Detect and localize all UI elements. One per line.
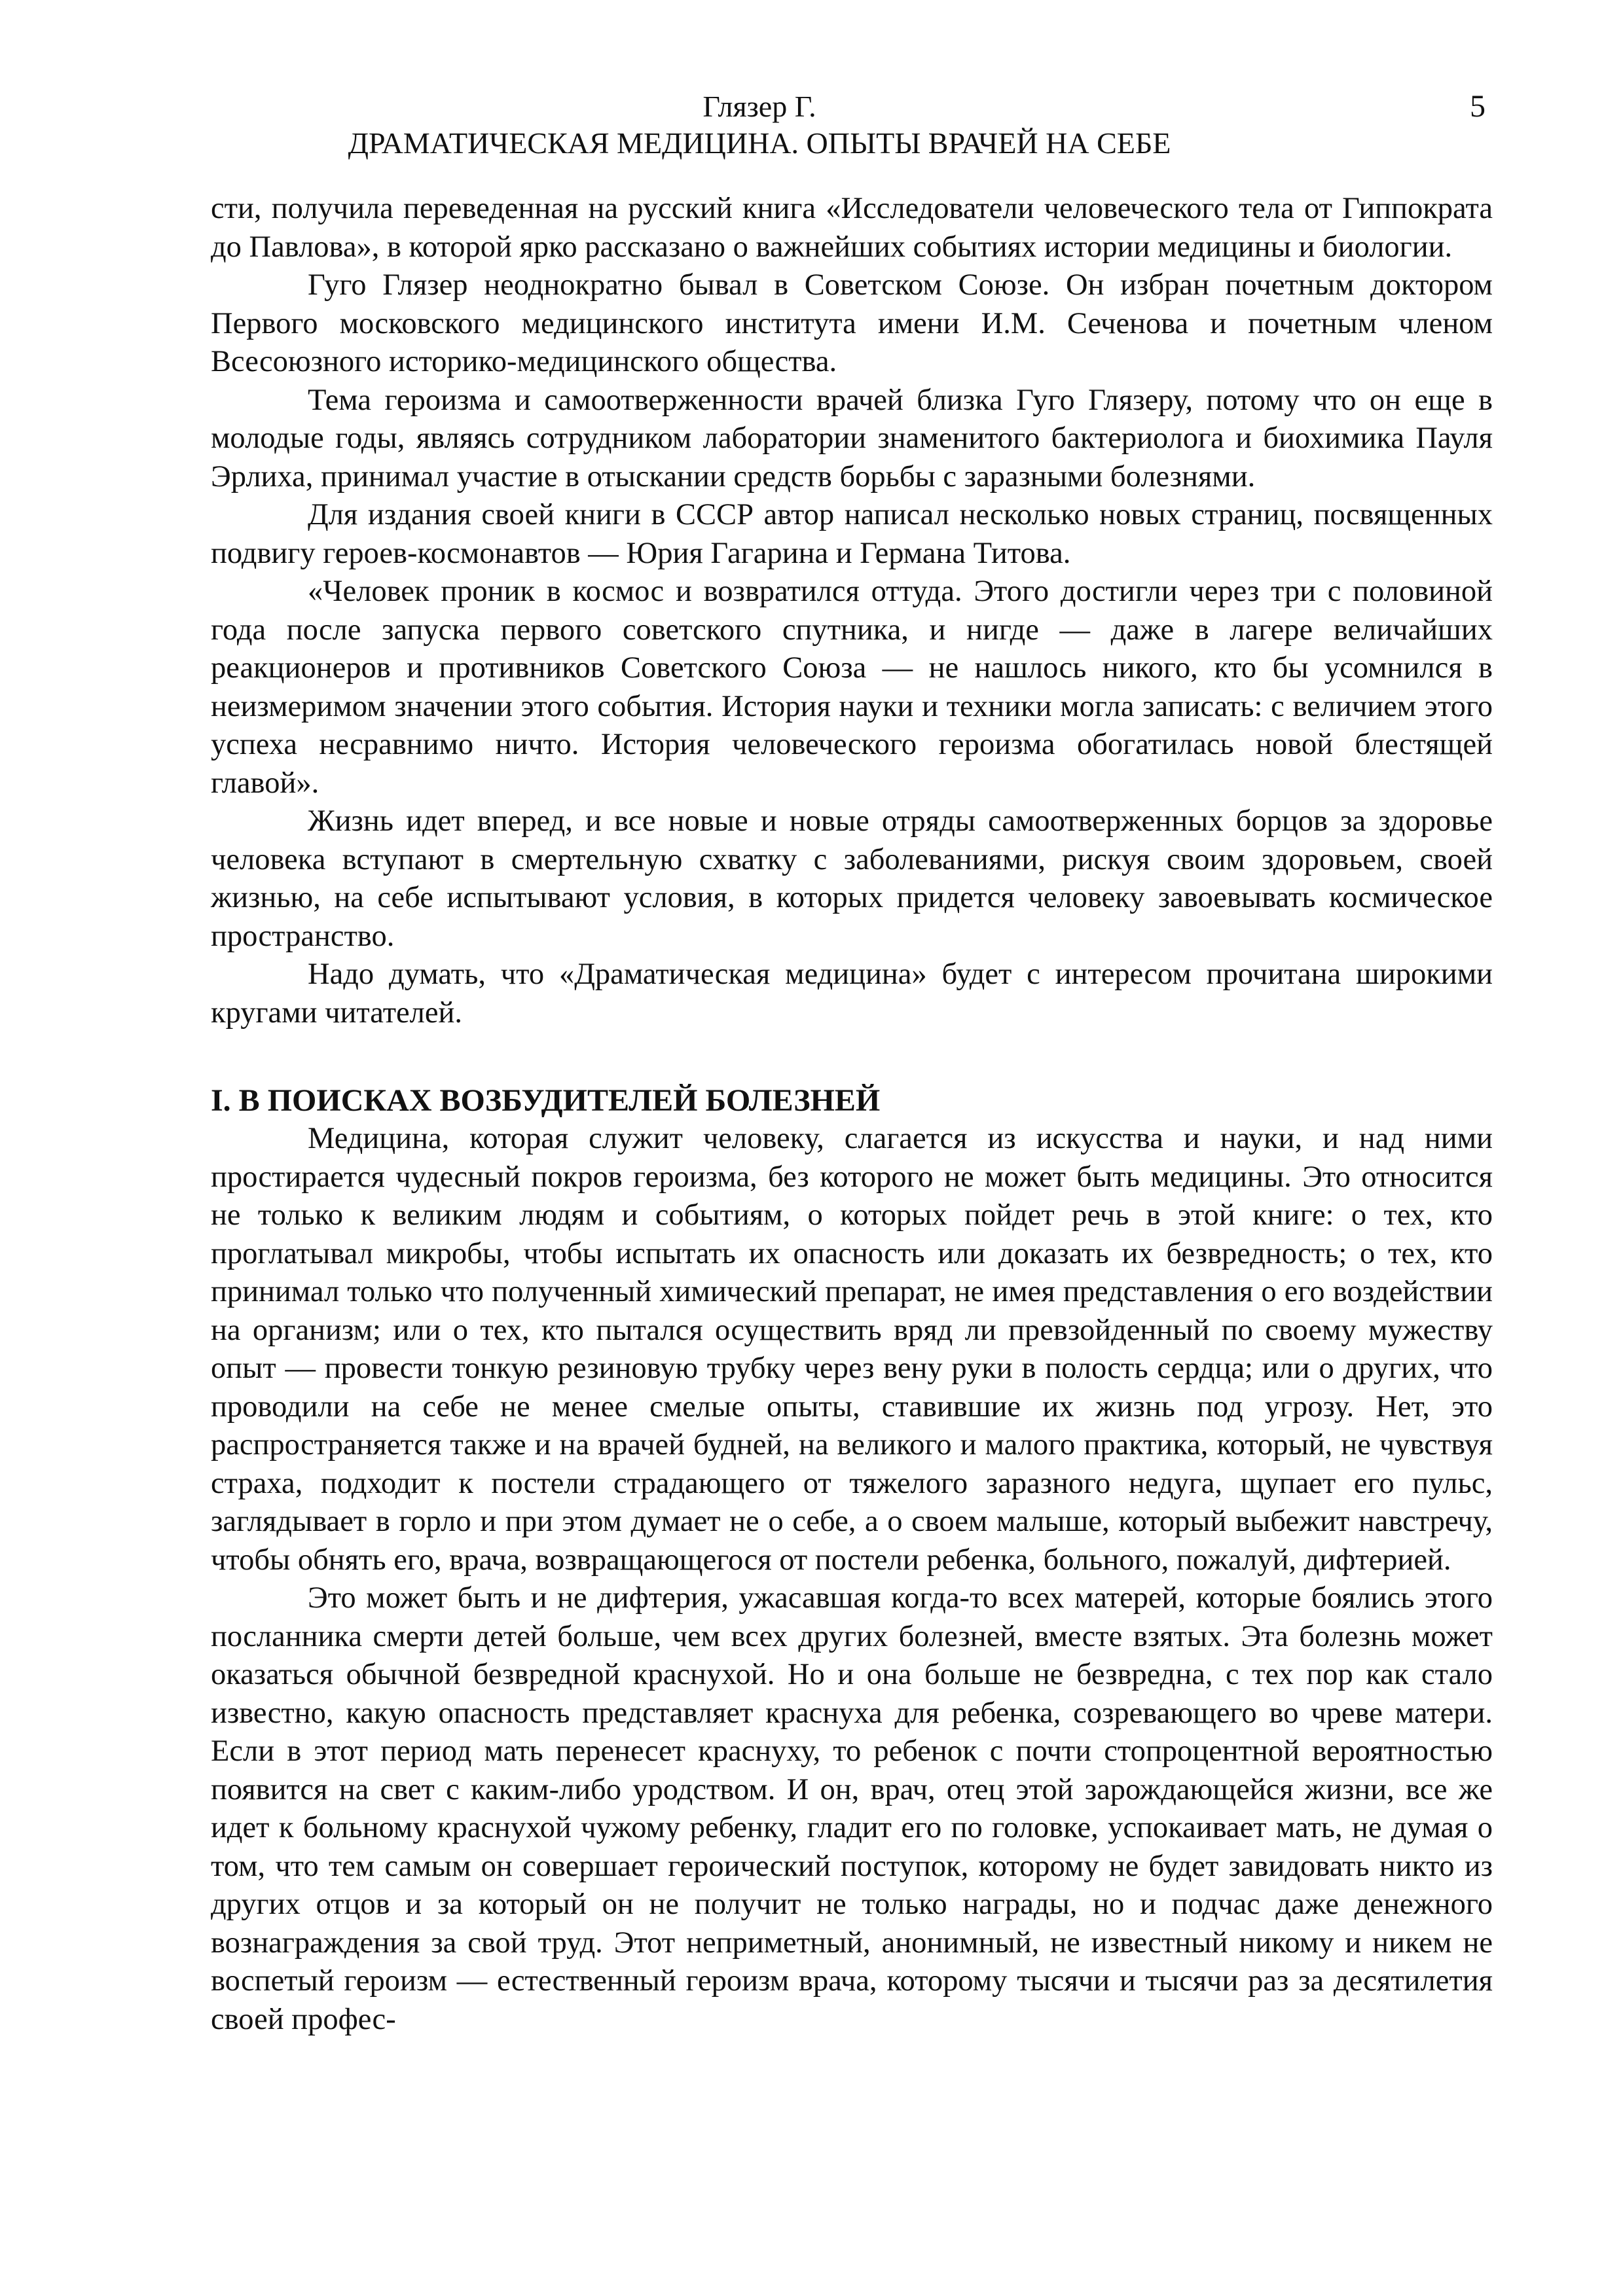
section-heading: I. В ПОИСКАХ ВОЗБУДИТЕЛЕЙ БОЛЕЗНЕЙ: [211, 1083, 881, 1118]
paragraph: Надо думать, что «Драматическая медицина» будет с интересом прочитана широкими кругами читателей.: [211, 958, 1493, 1030]
paragraph: Жизнь идет вперед, и все новые и новые отряды самоотверженных борцов за здоровье человека вступают в смертельную схватку с заболеваниями, рискуя своим здоровьем, своей жизнью, на себе испытывают условия, в которых придется человеку завоевывать космическое пространство.: [211, 804, 1493, 953]
paragraph: Медицина, которая служит человеку, слагается из искусства и науки, и над ними простирается чудесный покров героизма, без которого не может быть медицины. Это относится не только к великим людям и событиям, о которых пойдет речь в этой книге: о тех, кто проглатывал микробы, чтобы испытать их опасность или доказать их безвредность; о тех, кто принимал только что полученный химический препарат, не имея представления о его воздействии на организм; или о тех, кто пытался осуществить вряд ли превзойденный по своему мужеству опыт — провести тонкую резиновую трубку через вену руки в полость сердца; или о других, что проводили на себе не менее смелые опыты, ставившие их жизнь под угрозу. Нет, это распространяется также и на врачей будней, на великого и малого практика, который, не чувствуя страха, подходит к постели страдающего от тяжелого заразного недуга, щупает его пульс, заглядывает в горло и при этом думает не о себе, а о своем малыше, который выбежит навстречу, чтобы обнять его, врача, возвращающегося от постели ребенка, больного, пожалуй, дифтерией.: [211, 1122, 1493, 1577]
header-book-title: ДРАМАТИЧЕСКАЯ МЕДИЦИНА. ОПЫТЫ ВРАЧЕЙ НА СЕБЕ: [348, 126, 1171, 160]
paragraph: Это может быть и не дифтерия, ужасавшая когда-то всех матерей, которые боялись этого посланника смерти детей больше, чем всех других болезней, вместе взятых. Эта болезнь может оказаться обычной безвредной краснухой. Но и она больше не безвредна, с тех пор как стало известно, какую опасность представляет краснуха для ребенка, созревающего во чреве матери. Если в этот период мать перенесет краснуху, то ребенок с почти стопроцентной вероятностью появится на свет с каким-либо уродством. И он, врач, отец этой зарождающейся жизни, все же идет к больному краснухой чужому ребенку, гладит его по головке, успокаивает мать, не думая о том, что тем самым он совершает героический поступок, которому не будет завидовать никто из других отцов и за который он не получит не только награды, но и подчас даже денежного вознаграждения за свой труд. Этот неприметный, анонимный, не известный никому и никем не воспетый героизм — естественный героизм врача, которому тысячи и тысячи раз за десятилетия своей профес-: [211, 1581, 1493, 2036]
body-text: [211, 190, 1493, 2039]
running-header: [210, 88, 1493, 162]
paragraph-quote: «Человек проник в космос и возвратился оттуда. Этого достигли через три с половиной года после запуска первого советского спутника, и нигде — даже в лагере величайших реакционеров и противников Советского Союза — не нашлось никого, кто бы усомнился в неизмеримом значении этого события. История науки и техники могла записать: с величием этого успеха несравнимо ничто. История человеческого героизма обогатилась новой блестящей главой».: [211, 575, 1493, 800]
paragraph: Для издания своей книги в СССР автор написал несколько новых страниц, посвященных подвигу героев-космонавтов — Юрия Гагарина и Германа Титова.: [211, 498, 1493, 570]
paragraph-continuation: сти, получила переведенная на русский книга «Исследователи человеческого тела от Гиппократа до Павлова», в которой ярко рассказано о важнейших событиях истории медицины и биологии.: [211, 192, 1493, 264]
paragraph: Тема героизма и самоотверженности врачей близка Гуго Глязеру, потому что он еще в молодые годы, являясь сотрудником лаборатории знаменитого бактериолога и биохимика Пауля Эрлиха, принимал участие в отыскании средств борьбы с заразными болезнями.: [211, 383, 1493, 493]
header-author: Глязер Г.: [702, 90, 816, 123]
paragraph: Гуго Глязер неоднократно бывал в Советском Союзе. Он избран почетным доктором Первого московского медицинского института имени И.М. Сеченова и почетным членом Всесоюзного историко-медицинского общества.: [211, 268, 1493, 378]
page-number: 5: [1470, 89, 1486, 124]
